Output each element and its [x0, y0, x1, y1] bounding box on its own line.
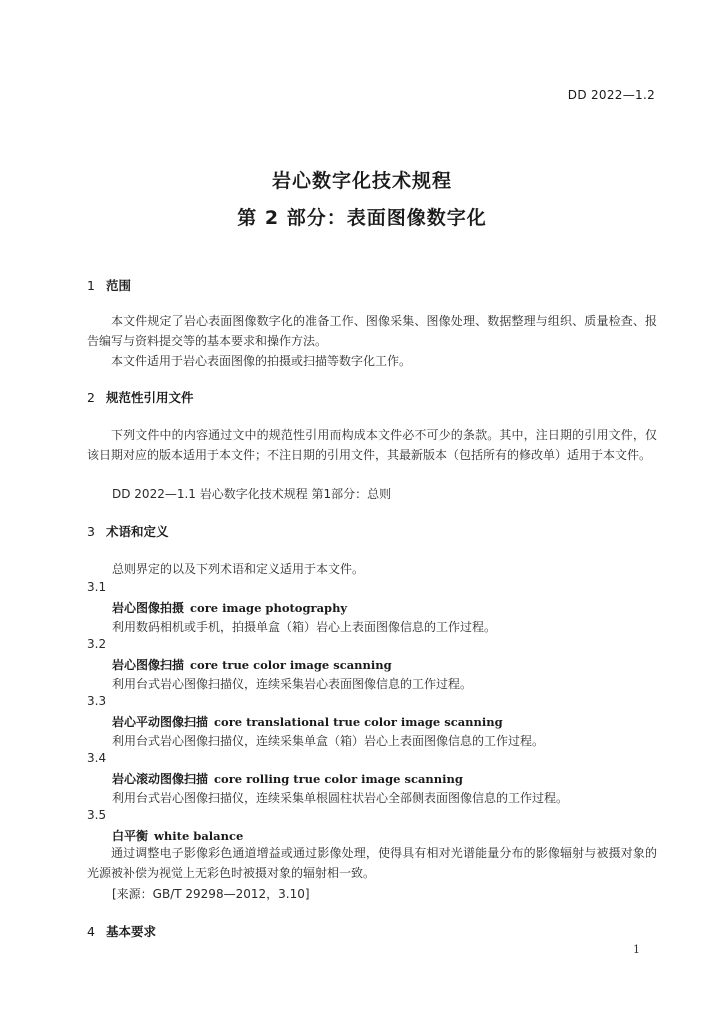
section-body-scope	[87, 311, 657, 371]
section-title: 范围	[106, 278, 132, 293]
term-definition: 利用台式岩心图像扫描仪，连续采集岩心表面图像信息的工作过程。	[112, 677, 473, 691]
paragraph: 本文件规定了岩心表面图像数字化的准备工作、图像采集、图像处理、数据整理与组织、质量检查、报告编写与资料提交等的基本要求和操作方法。	[87, 314, 657, 348]
paragraph: 下列文件中的内容通过文中的规范性引用而构成本文件必不可少的条款。其中，注日期的引用文件，仅该日期对应的版本适用于本文件；不注日期的引用文件，其最新版本（包括所有的修改单）适用于本文件。	[87, 428, 657, 462]
term-title	[112, 713, 503, 730]
section-number: 2	[87, 390, 95, 405]
term-number: 3.5	[87, 808, 107, 822]
term-title	[112, 770, 463, 787]
term-zh: 岩心平动图像扫描	[112, 715, 209, 729]
document-title: 岩心数字化技术规程	[271, 170, 452, 192]
term-definition	[87, 843, 657, 883]
term-number: 3.3	[87, 694, 107, 708]
term-definition: 利用台式岩心图像扫描仪，连续采集单根圆柱状岩心全部侧表面图像信息的工作过程。	[112, 791, 569, 805]
document-subtitle: 第 2 部分：表面图像数字化	[237, 207, 487, 229]
term-number: 3.2	[87, 637, 107, 651]
paragraph: 通过调整电子影像彩色通道增益或通过影像处理，使得具有相对光谱能量分布的影像辐射与被摄对象的光源被补偿为视觉上无彩色时被摄对象的辐射相一致。	[87, 846, 657, 880]
term-number: 3.4	[87, 751, 107, 765]
paragraph: 本文件适用于岩心表面图像的拍摄或扫描等数字化工作。	[111, 354, 412, 368]
section-number: 3	[87, 524, 95, 539]
section-heading-scope	[87, 276, 131, 294]
section-title: 基本要求	[106, 924, 157, 939]
term-en: white balance	[154, 829, 244, 843]
term-number: 3.1	[87, 580, 107, 594]
term-zh: 岩心滚动图像扫描	[112, 772, 209, 786]
term-en: core rolling true color image scanning	[214, 772, 463, 786]
term-title	[112, 599, 347, 616]
term-en: core image photography	[190, 601, 348, 615]
term-definition: 利用数码相机或手机，拍摄单盒（箱）岩心上表面图像信息的工作过程。	[112, 620, 497, 634]
term-source: [来源：GB/T 29298—2012，3.10]	[112, 887, 310, 901]
section-title: 规范性引用文件	[106, 390, 194, 405]
document-code: DD 2022—1.2	[567, 88, 655, 102]
term-title	[112, 827, 243, 844]
term-zh: 岩心图像扫描	[112, 658, 185, 672]
section-number: 1	[87, 278, 95, 293]
term-definition: 利用台式岩心图像扫描仪，连续采集单盒（箱）岩心上表面图像信息的工作过程。	[112, 734, 545, 748]
reference-entry: DD 2022—1.1 岩心数字化技术规程 第1部分：总则	[112, 487, 392, 501]
section-number: 4	[87, 924, 95, 939]
section-title: 术语和定义	[106, 524, 169, 539]
section-heading-terms	[87, 522, 169, 540]
term-en: core true color image scanning	[190, 658, 392, 672]
term-zh: 岩心图像拍摄	[112, 601, 185, 615]
term-zh: 白平衡	[112, 829, 149, 843]
term-en: core translational true color image scanning	[214, 715, 503, 729]
terms-intro: 总则界定的以及下列术语和定义适用于本文件。	[112, 562, 365, 576]
term-title	[112, 656, 392, 673]
section-heading-normative-references	[87, 388, 194, 406]
page-number: 1	[633, 943, 640, 956]
section-heading-basic-requirements	[87, 922, 156, 940]
section-body-normative-references	[87, 425, 657, 465]
